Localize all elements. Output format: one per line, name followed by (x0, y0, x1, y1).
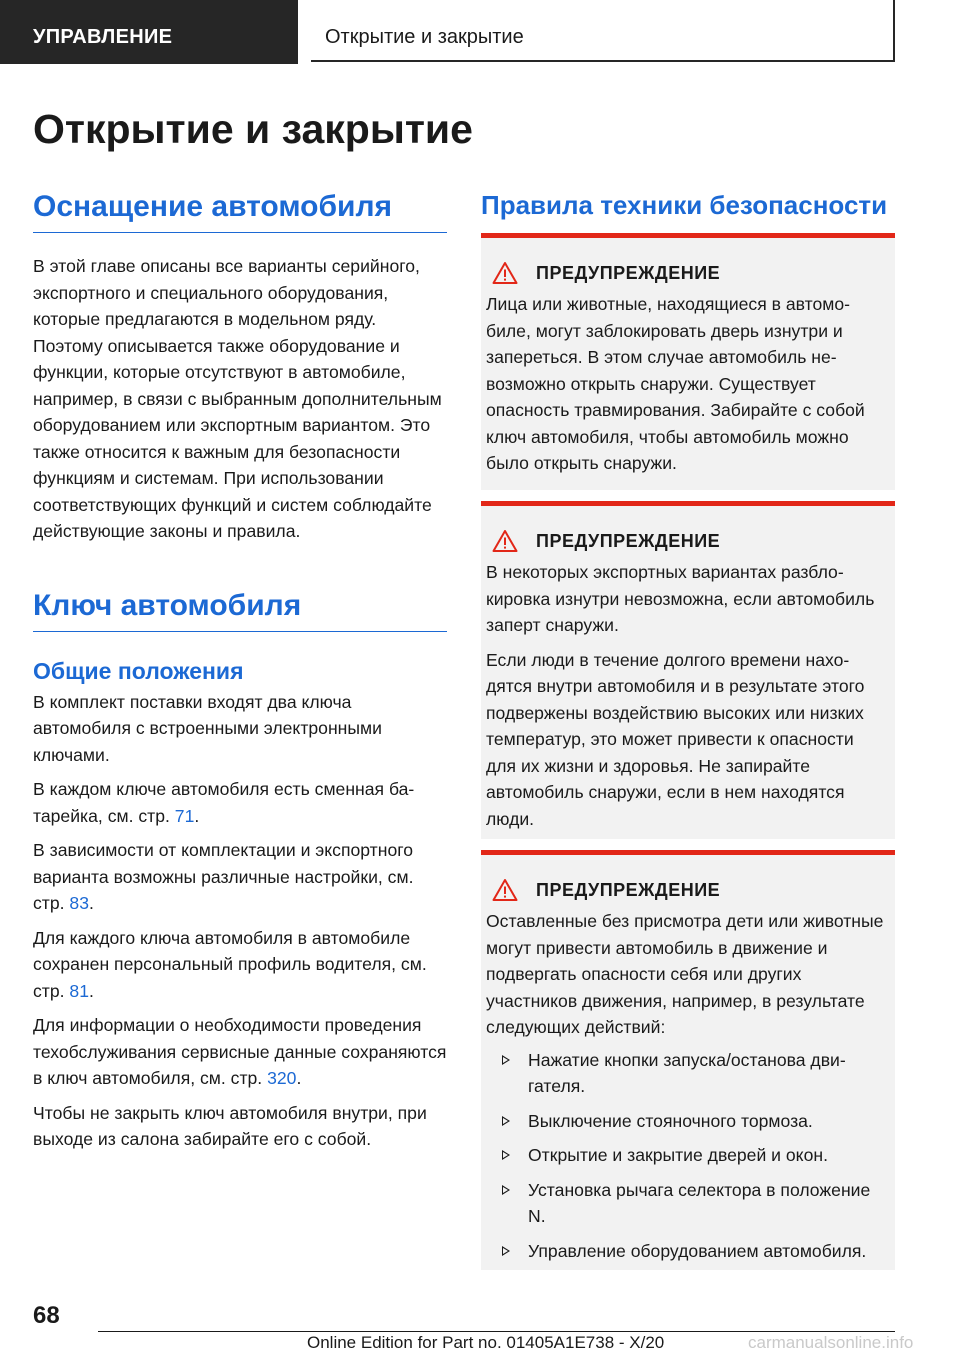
warning-header (486, 878, 887, 902)
key-heading: Ключ автомобиля (33, 589, 447, 632)
key-paragraph-3-text: В зависимости от комплектации и экспортного варианта возможны различные настройки, см. стр. (33, 840, 414, 913)
list-item: Управление оборудованием автомобиля. (486, 1238, 887, 1265)
page-title: Открытие и закрытие (33, 106, 473, 152)
key-paragraph-4: Для каждого ключа автомобиля в автомобиле сохранен персональный профиль водителя, см. стр. 81. (33, 927, 427, 1001)
warning-header (486, 261, 887, 285)
watermark: carmanualsonline.info (748, 1333, 914, 1352)
key-paragraph-4-text: Для каждого ключа автомобиля в автомобиле сохранен персональный профиль водителя, см. стр. (33, 927, 427, 1001)
warning-triangle-icon (492, 529, 518, 553)
page-ref-link[interactable]: 71 (174, 805, 195, 826)
warning-triangle-icon (492, 878, 518, 902)
warning-box-2 (481, 501, 895, 839)
header-section-tab (0, 0, 298, 64)
triangle-bullet-icon (502, 1116, 510, 1126)
triangle-bullet-icon (502, 1150, 510, 1160)
key-paragraph-2: В каждом ключе автомобиля есть сменная батарейка, см. стр. 71. (33, 779, 415, 826)
key-paragraph-2-text: В каждом ключе автомобиля есть сменная батарейка, см. стр. (33, 779, 415, 826)
key-paragraph-6: Чтобы не закрыть ключ автомобиля внутри, при выходе из салона забирайте его с собой. (33, 1102, 427, 1149)
footer-divider (98, 1331, 895, 1332)
warning-title: ПРЕДУПРЕЖДЕНИЕ (536, 530, 721, 551)
key-paragraph-5: Для информации о необходимости проведения техобслуживания сервисные данные сохраняются в ключ автомобиля, см. стр. 320. (33, 1015, 447, 1088)
header-chapter-label: Открытие и закрытие (325, 26, 524, 48)
warning-action-list (486, 1047, 887, 1265)
safety-heading: Правила техники безопасности (481, 190, 888, 220)
list-item: Открытие и закрытие дверей и окон. (486, 1142, 887, 1169)
triangle-bullet-icon (502, 1185, 510, 1195)
warning-header (486, 529, 887, 553)
list-item: Выключение стояночного тормоза. (486, 1108, 887, 1135)
list-item: Нажатие кнопки запуска/останова двигателя. (486, 1047, 887, 1100)
page-number: 68 (33, 1302, 60, 1329)
warning-triangle-icon (492, 261, 518, 285)
triangle-bullet-icon (502, 1246, 510, 1256)
key-general-subheading: Общие положения (33, 657, 244, 684)
footer-edition-text: Online Edition for Part no. 01405A1E738 - X/20 (307, 1333, 665, 1352)
warning-paragraph: Если люди в течение долгого времени находятся внутри автомобиля и в результате этого подвержены воздействию высоких или низких температур, это может привести к опасности для их жизни и здоровья. Не запирайте автомобиль снаружи, если в нем находятся люди. (486, 649, 865, 829)
warning-paragraph: Лица или животные, находящиеся в автомобиле, могут заблокировать дверь изнутри и запереться. В этом случае автомобиль невозможно открыть снаружи. Существует опасность травмирования. Забирайте с собой ключ автомобиля, чтобы автомобиль можно было открыть снаружи. (486, 294, 865, 473)
warning-box-1 (481, 233, 895, 490)
left-column (33, 190, 447, 1153)
warning-title: ПРЕДУПРЕЖДЕНИЕ (536, 879, 721, 900)
list-item: Установка рычага селектора в положение N. (486, 1177, 887, 1230)
header-section-label: УПРАВЛЕНИЕ (33, 26, 173, 48)
page-ref-link[interactable]: 81 (69, 980, 89, 1001)
header-chapter-tab (311, 0, 895, 62)
warning-title: ПРЕДУПРЕЖДЕНИЕ (536, 262, 721, 283)
triangle-bullet-icon (502, 1055, 510, 1065)
equipment-paragraph: В этой главе описаны все варианты серийного, экспортного и специального оборудования, которые предлагаются в модельном ряду. Поэтому описывается также оборудование и функции, которые отсутствуют в автомобиле, например, в связи с выбранным дополнительным оборудованием или экспортным вариантом. Это также относится к важным для безопасности функциям и системам. При использовании соответствующих функций и систем соблюдайте действующие законы и правила. (33, 256, 442, 541)
warning-paragraph: Оставленные без присмотра дети или животные могут привести автомобиль в движение и подвергать опасности себя или других участников движения, например, в результате следующих действий: (486, 911, 884, 1037)
warning-box-3 (481, 850, 895, 1270)
key-paragraph-1: В комплект поставки входят два ключа автомобиля с встроенными электронными ключами. (33, 691, 382, 765)
page-ref-link[interactable]: 320 (267, 1068, 297, 1088)
key-paragraph-3: В зависимости от комплектации и экспортного варианта возможны различные настройки, см. стр. 83. (33, 840, 414, 913)
equipment-heading: Оснащение автомобиля (33, 190, 447, 233)
page-ref-link[interactable]: 83 (69, 893, 89, 913)
warning-paragraph: В некоторых экспортных вариантах разблокировка изнутри невозможна, если автомобиль заперт снаружи. (486, 562, 875, 635)
key-paragraph-5-text: Для информации о необходимости проведения техобслуживания сервисные данные сохраняются в ключ автомобиля, см. стр. (33, 1015, 447, 1088)
right-column (481, 190, 895, 221)
